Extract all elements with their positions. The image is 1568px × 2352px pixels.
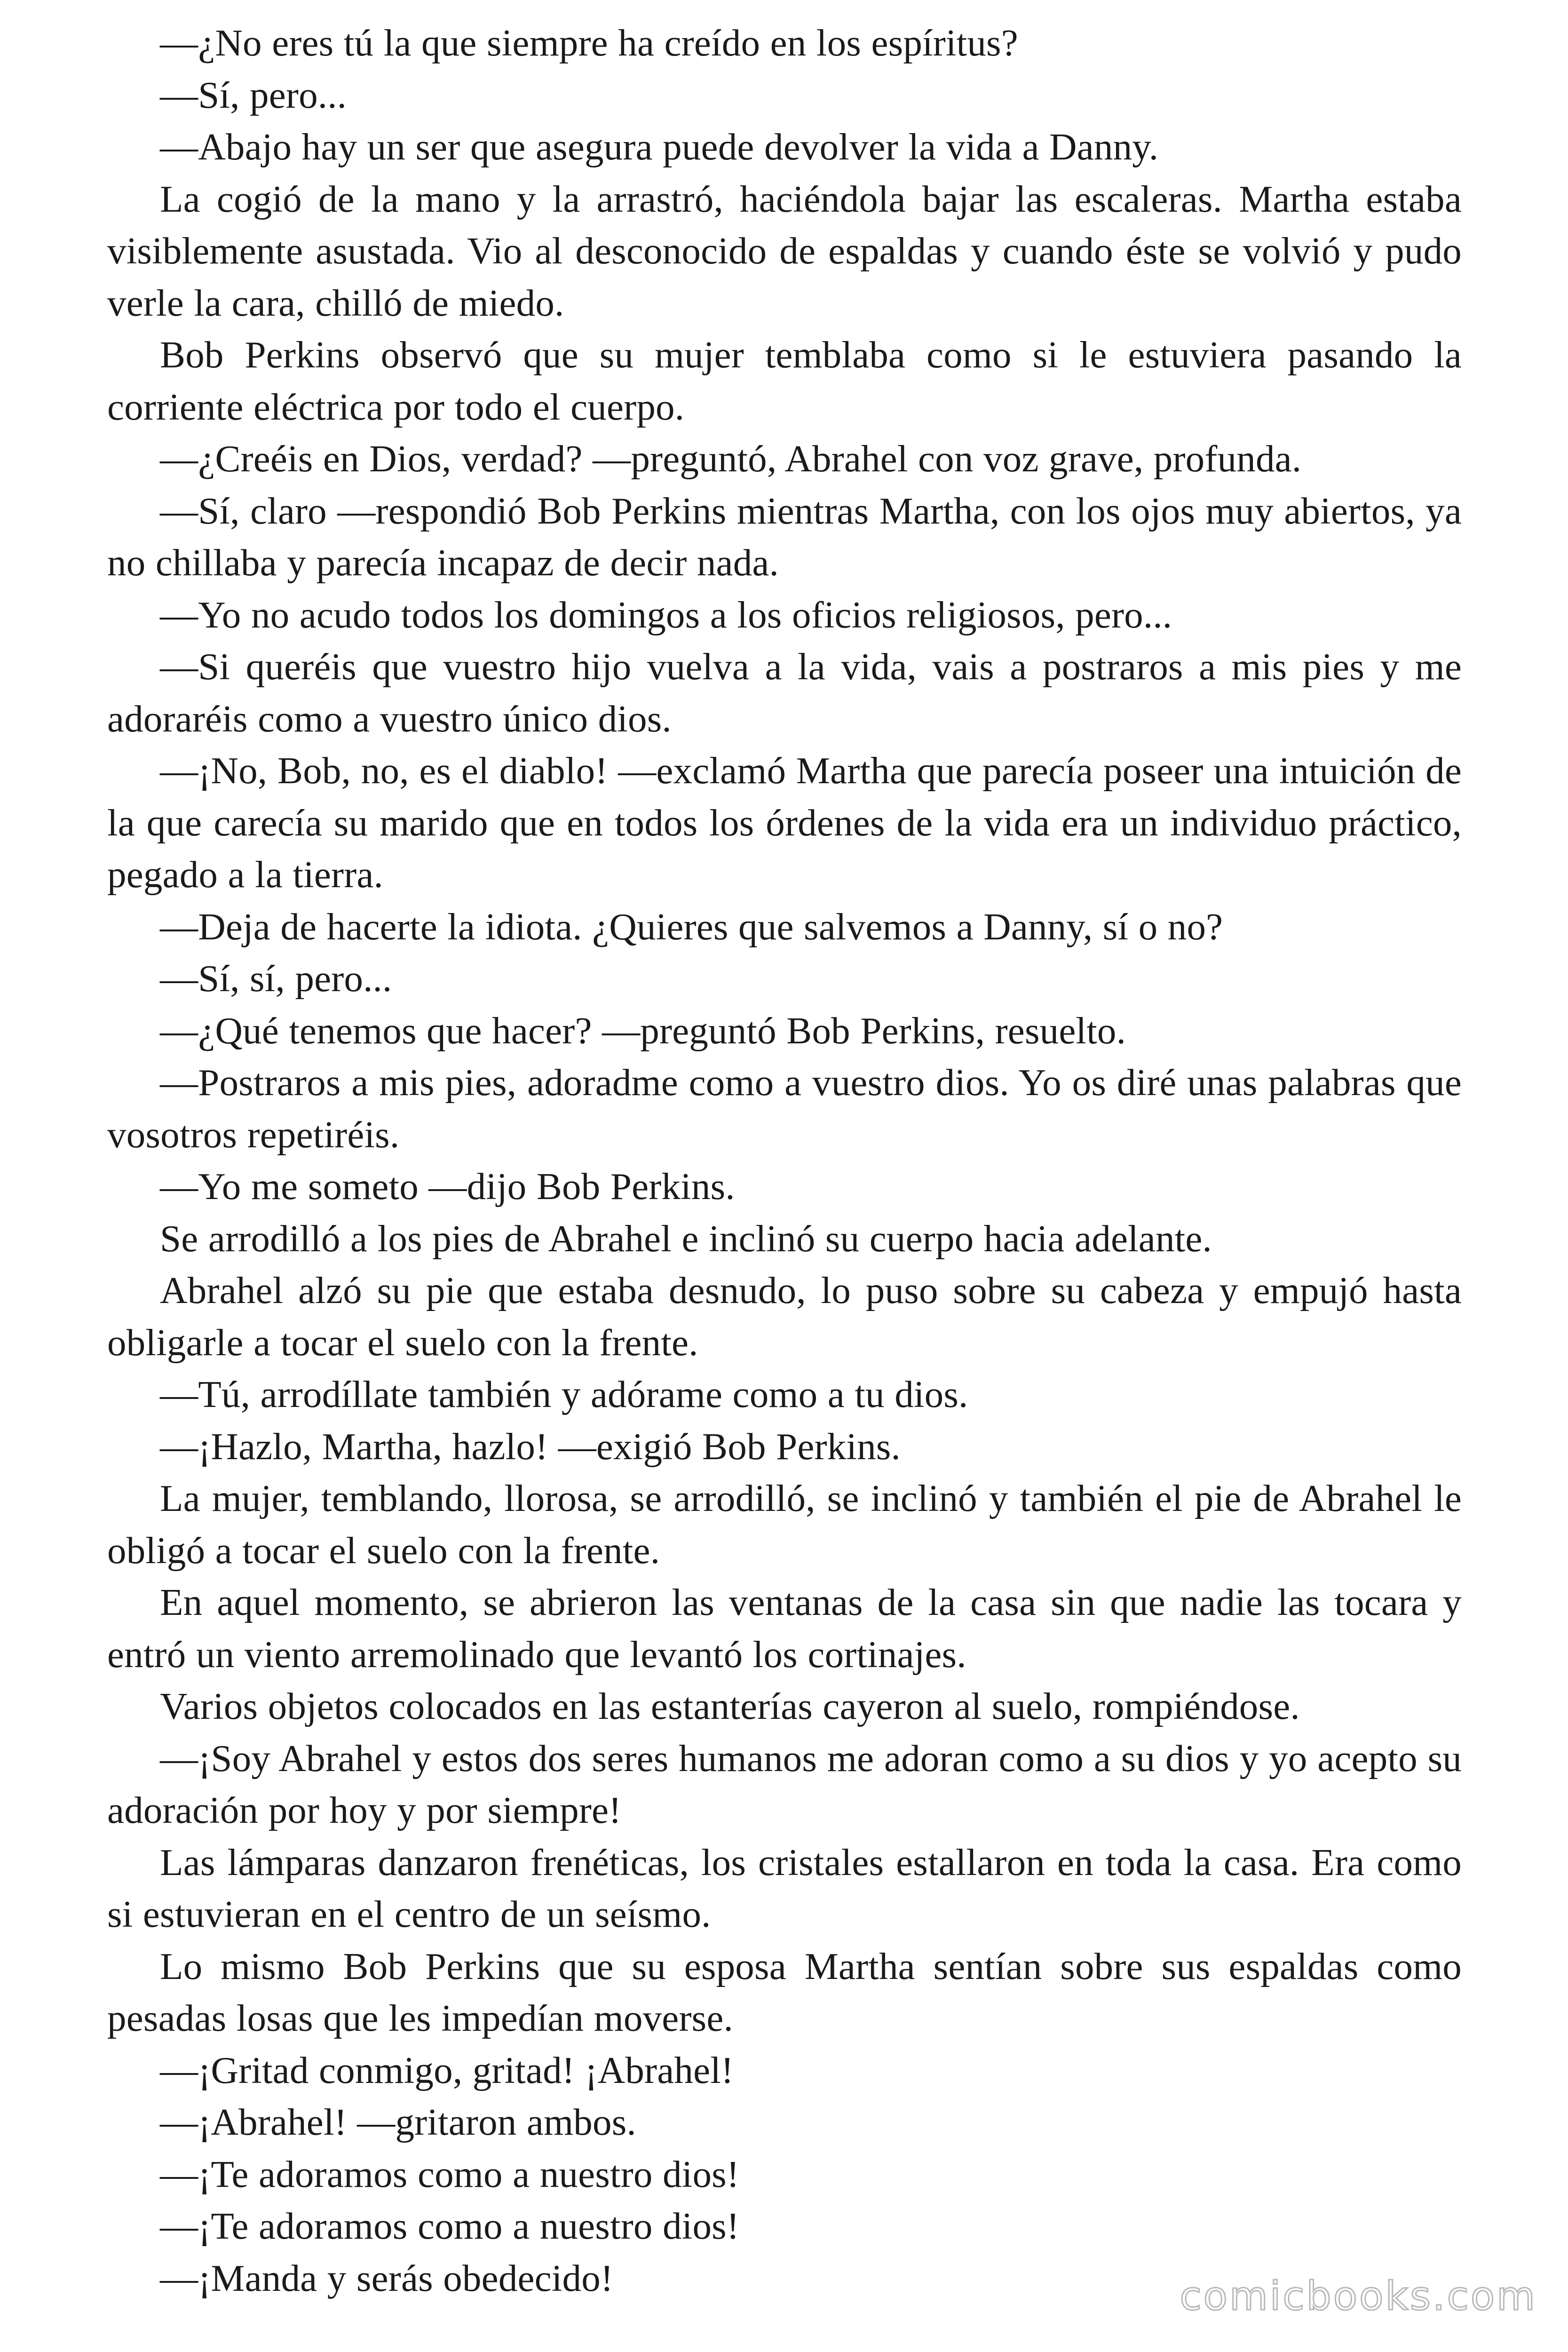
paragraph: —¿No eres tú la que siempre ha creído en los espíritus? (160, 22, 1018, 64)
paragraph: Lo mismo Bob Perkins que su esposa Martha sentían sobre sus espaldas como pesadas losas que les impedían moverse. (107, 1945, 1462, 2039)
book-page-text (107, 17, 1462, 2304)
paragraph: —¿Qué tenemos que hacer? —preguntó Bob Perkins, resuelto. (160, 1009, 1126, 1052)
paragraph: —¡Manda y serás obedecido! (160, 2257, 614, 2299)
paragraph: —¡Abrahel! —gritaron ambos. (160, 2101, 636, 2143)
paragraph: —Abajo hay un ser que asegura puede devolver la vida a Danny. (160, 126, 1159, 168)
paragraph: Abrahel alzó su pie que estaba desnudo, lo puso sobre su cabeza y empujó hasta obligarle a tocar el suelo con la frente. (107, 1269, 1462, 1364)
paragraph: —¡Soy Abrahel y estos dos seres humanos me adoran como a su dios y yo acepto su adoración por hoy y por siempre! (107, 1737, 1462, 1831)
paragraph: —¡Hazlo, Martha, hazlo! —exigió Bob Perkins. (160, 1425, 901, 1468)
paragraph: —Sí, pero... (160, 73, 347, 116)
paragraph: —Si queréis que vuestro hijo vuelva a la vida, vais a postraros a mis pies y me adoraréis como a vuestro único dios. (107, 645, 1462, 740)
paragraph: —Tú, arrodíllate también y adórame como a tu dios. (160, 1373, 968, 1415)
watermark-text: comicbooks.com (1180, 2273, 1537, 2319)
paragraph: —Postraros a mis pies, adoradme como a vuestro dios. Yo os diré unas palabras que vosotros repetiréis. (107, 1061, 1462, 1156)
paragraph: —Sí, sí, pero... (160, 957, 392, 1000)
paragraph: —¡Gritad conmigo, gritad! ¡Abrahel! (160, 2049, 734, 2091)
paragraph: Las lámparas danzaron frenéticas, los cristales estallaron en toda la casa. Era como si estuvieran en el centro de un seísmo. (107, 1841, 1462, 1935)
paragraph: Se arrodilló a los pies de Abrahel e inclinó su cuerpo hacia adelante. (160, 1217, 1212, 1260)
paragraph: La mujer, temblando, llorosa, se arrodilló, se inclinó y también el pie de Abrahel le obligó a tocar el suelo con la frente. (107, 1477, 1462, 1572)
paragraph: En aquel momento, se abrieron las ventanas de la casa sin que nadie las tocara y entró un viento arremolinado que levantó los cortinajes. (107, 1581, 1462, 1676)
paragraph: —¡Te adoramos como a nuestro dios! (160, 2153, 740, 2195)
paragraph: La cogió de la mano y la arrastró, haciéndola bajar las escaleras. Martha estaba visiblemente asustada. Vio al desconocido de espaldas y cuando éste se volvió y pudo verle la cara, chilló de miedo. (107, 177, 1462, 324)
paragraph: —Sí, claro —respondió Bob Perkins mientras Martha, con los ojos muy abiertos, ya no chillaba y parecía incapaz de decir nada. (107, 489, 1462, 584)
paragraph: —¡No, Bob, no, es el diablo! —exclamó Martha que parecía poseer una intuición de la que carecía su marido que en todos los órdenes de la vida era un individuo práctico, pegado a la tierra. (107, 749, 1462, 896)
paragraph: —¡Te adoramos como a nuestro dios! (160, 2205, 740, 2247)
paragraph: Varios objetos colocados en las estanterías cayeron al suelo, rompiéndose. (160, 1685, 1300, 1727)
paragraph: —Deja de hacerte la idiota. ¿Quieres que salvemos a Danny, sí o no? (160, 905, 1223, 948)
paragraph: Bob Perkins observó que su mujer temblaba como si le estuviera pasando la corriente eléctrica por todo el cuerpo. (107, 334, 1462, 428)
paragraph: —¿Creéis en Dios, verdad? —preguntó, Abrahel con voz grave, profunda. (160, 437, 1302, 480)
paragraph: —Yo me someto —dijo Bob Perkins. (160, 1165, 735, 1208)
paragraph: —Yo no acudo todos los domingos a los oficios religiosos, pero... (160, 593, 1172, 636)
